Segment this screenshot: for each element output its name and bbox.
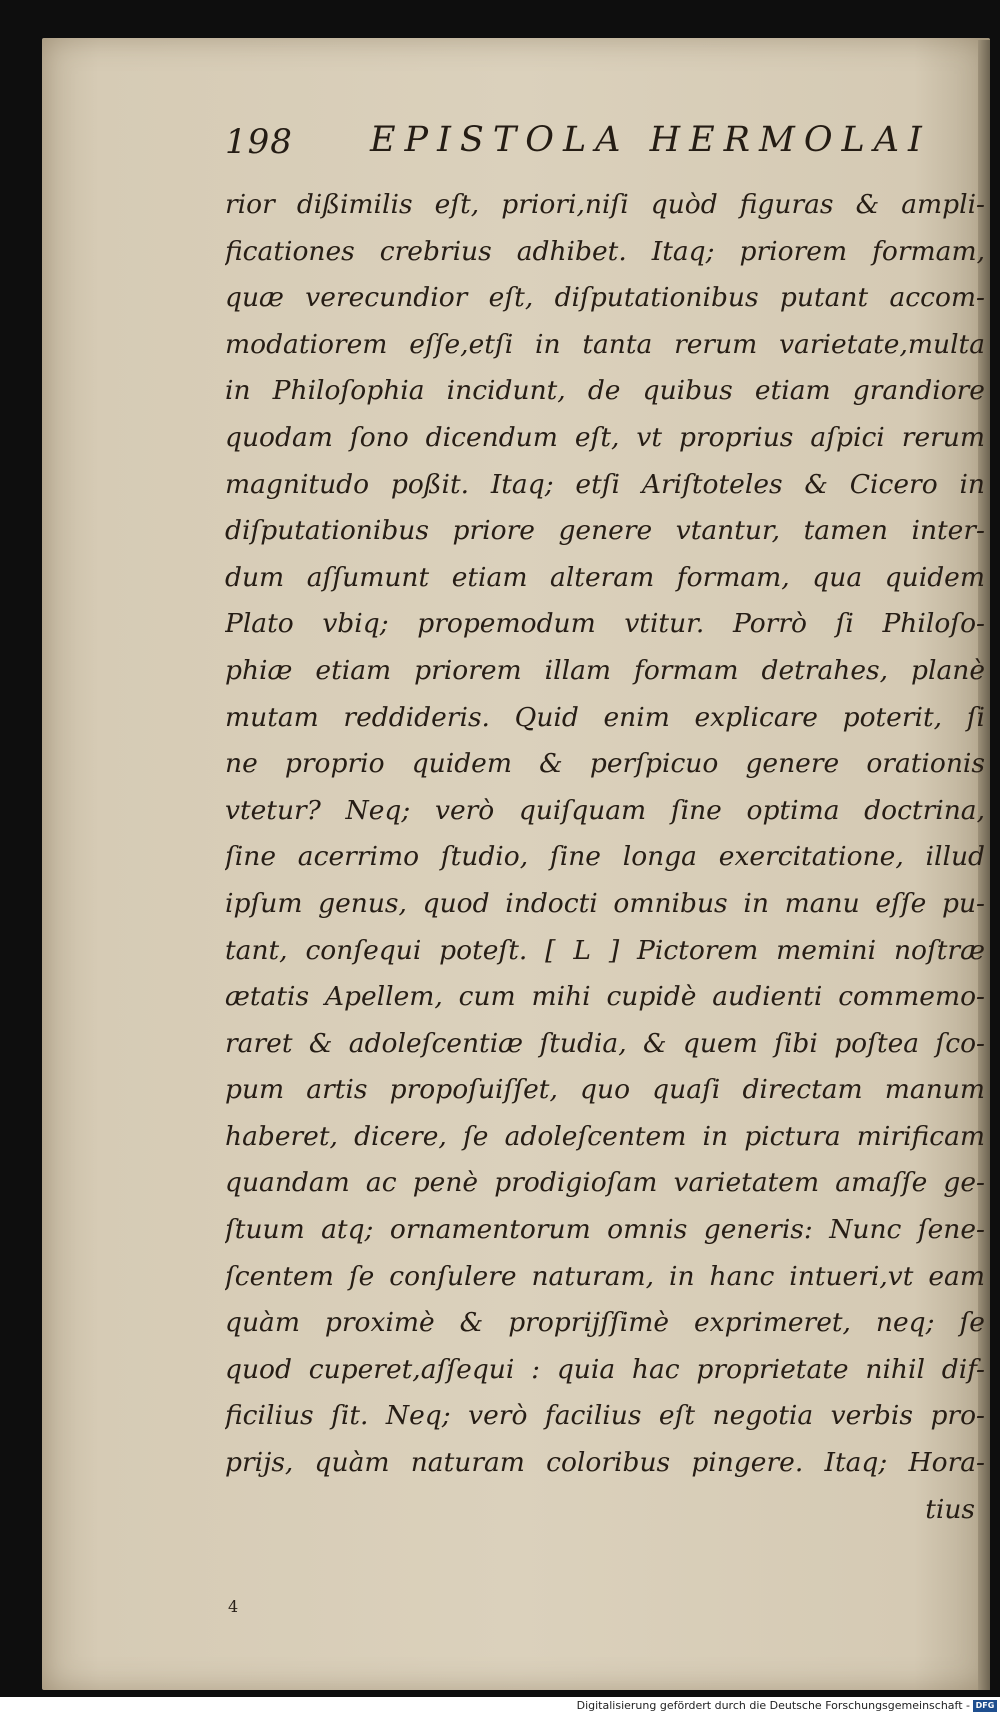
- text-line: Plato vbiq; propemodum vtitur. Porrò ſi Philoſo-: [225, 608, 985, 640]
- text-line: quæ verecundior eſt, diſputationibus putant accom-: [225, 282, 985, 314]
- digitization-credit: Digitalisierung gefördert durch die Deutsche Forschungsgemeinschaft -: [576, 1699, 970, 1712]
- text-line: haberet, dicere, ſe adoleſcentem in pictura mirificam: [225, 1120, 985, 1152]
- text-line: rior dißimilis eſt, priori,niſi quòd figuras & ampli-: [225, 189, 985, 220]
- text-line: quod cuperet,aſſequi : quia hac proprietate nihil dif-: [225, 1353, 985, 1385]
- footer-bar: [0, 1697, 1000, 1715]
- text-line: quandam ac penè prodigioſam varietatem amaſſe ge-: [225, 1167, 985, 1199]
- text-line: tant, conſequi poteſt. [ L ] Pictorem memini noſtræ: [225, 934, 985, 966]
- running-head: EPISTOLA HERMOLAI: [370, 120, 931, 160]
- text-line: vtetur? Neq; verò quiſquam ſine optima doctrina,: [225, 794, 985, 826]
- text-line: ficilius ſit. Neq; verò facilius eſt negotia verbis pro-: [225, 1400, 985, 1432]
- text-line: phiæ etiam priorem illam formam detrahes, planè: [225, 654, 985, 686]
- text-line: ſcentem ſe conſulere naturam, in hanc intueri,vt eam: [225, 1260, 985, 1292]
- text-line: pum artis propoſuiſſet, quo quaſi directam manum: [225, 1074, 985, 1106]
- text-line: mutam reddideris. Quid enim explicare poterit, ſi: [225, 701, 985, 733]
- text-line: quodam ſono dicendum eſt, vt proprius aſpici rerum: [225, 421, 985, 453]
- text-line: ſine acerrimo ſtudio, ſine longa exercitatione, illud: [225, 841, 985, 873]
- dfg-logo-icon: DFG: [973, 1700, 997, 1712]
- text-line: diſputationibus priore genere vtantur, tamen inter-: [225, 515, 985, 547]
- text-line: modatiorem eſſe,etſi in tanta rerum varietate,multa: [225, 328, 985, 360]
- text-line: ipſum genus, quod indocti omnibus in manu eſſe pu-: [225, 887, 985, 919]
- body-text: [225, 182, 985, 1533]
- text-line: ne proprio quidem & perſpicuo genere orationis: [225, 748, 985, 780]
- text-line: raret & adoleſcentiæ ſtudia, & quem ſibi poſtea ſco-: [225, 1027, 985, 1059]
- text-line: ætatis Apellem, cum mihi cupidè audienti commemo-: [225, 981, 985, 1013]
- text-line: dum aſſumunt etiam alteram formam, qua quidem: [225, 561, 985, 593]
- page-number: 198: [225, 122, 293, 162]
- catchword: tius: [925, 1493, 975, 1525]
- text-line: ficationes crebrius adhibet. Itaq; priorem formam,: [225, 235, 985, 267]
- page-header: [225, 118, 965, 170]
- text-line: prijs, quàm naturam coloribus pingere. Itaq; Hora-: [225, 1447, 985, 1479]
- text-line: in Philoſophia incidunt, de quibus etiam grandiore: [225, 375, 985, 407]
- signature-mark: 4: [228, 1597, 239, 1616]
- text-line: quàm proximè & proprijſſimè exprimeret, neq; ſe: [225, 1307, 985, 1339]
- text-line: magnitudo poßit. Itaq; etſi Ariſtoteles & Cicero in: [225, 468, 985, 500]
- text-line: ſtuum atq; ornamentorum omnis generis: Nunc ſene-: [225, 1214, 985, 1246]
